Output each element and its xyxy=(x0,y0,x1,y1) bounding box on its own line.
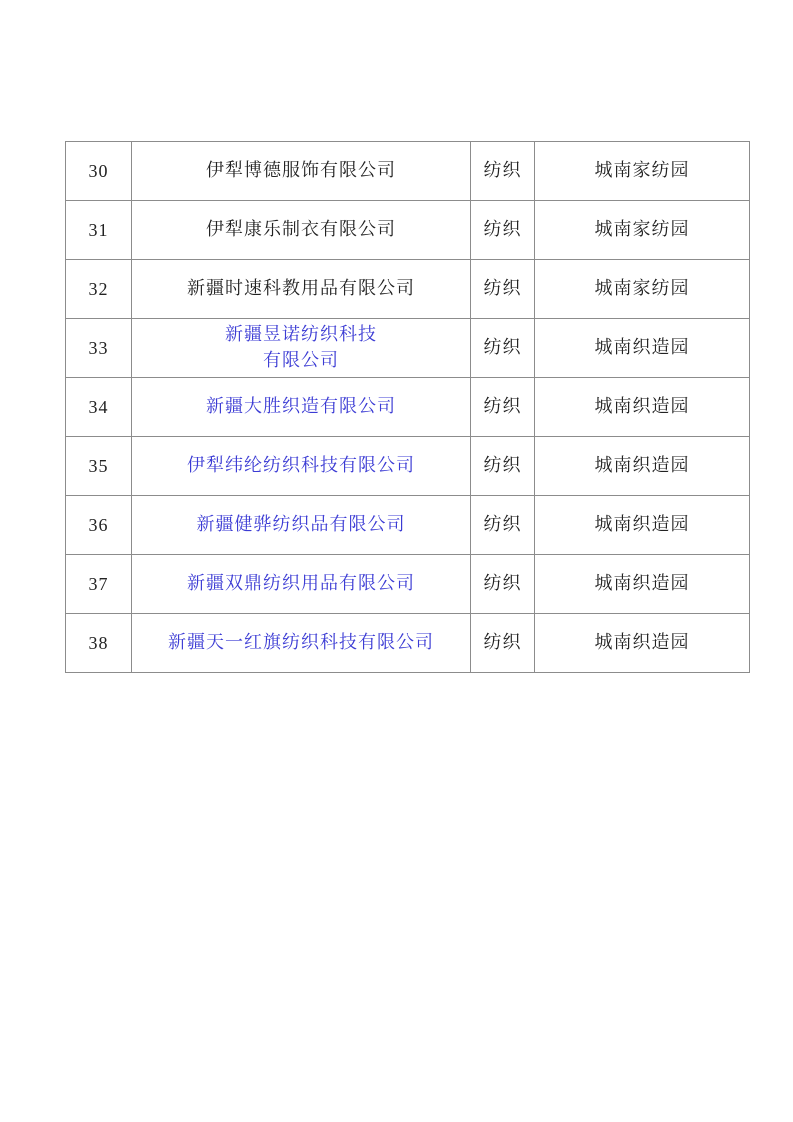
row-number: 30 xyxy=(66,142,132,201)
table-row xyxy=(66,142,750,201)
company-name-line: 新疆时速科教用品有限公司 xyxy=(187,277,415,299)
row-number: 38 xyxy=(66,614,132,673)
row-number: 31 xyxy=(66,201,132,260)
industry-cell: 纺织 xyxy=(471,378,535,437)
park-cell: 城南织造园 xyxy=(535,496,750,555)
industry-cell: 纺织 xyxy=(471,496,535,555)
row-number: 33 xyxy=(66,319,132,378)
table-row xyxy=(66,201,750,260)
company-name-line: 新疆健骅纺织品有限公司 xyxy=(196,513,406,535)
company-name-text xyxy=(132,394,470,420)
company-name-line: 伊犁纬纶纺织科技有限公司 xyxy=(187,454,415,476)
company-name xyxy=(132,260,471,319)
company-name-text xyxy=(132,158,470,184)
company-name-text xyxy=(132,453,470,479)
company-name xyxy=(132,142,471,201)
industry-cell: 纺织 xyxy=(471,319,535,378)
row-number: 35 xyxy=(66,437,132,496)
table-row xyxy=(66,614,750,673)
company-name xyxy=(132,614,471,673)
company-name-line: 新疆天一红旗纺织科技有限公司 xyxy=(168,631,434,653)
park-cell: 城南家纺园 xyxy=(535,260,750,319)
company-name xyxy=(132,378,471,437)
company-name-line: 伊犁康乐制衣有限公司 xyxy=(206,218,396,240)
industry-cell: 纺织 xyxy=(471,142,535,201)
table-row xyxy=(66,496,750,555)
company-name-text xyxy=(132,512,470,538)
company-name-text xyxy=(132,322,470,374)
park-cell: 城南织造园 xyxy=(535,378,750,437)
company-name-text xyxy=(132,630,470,656)
table-row xyxy=(66,437,750,496)
company-name-line: 有限公司 xyxy=(263,350,339,371)
row-number: 36 xyxy=(66,496,132,555)
company-name-text xyxy=(132,217,470,243)
company-name xyxy=(132,201,471,260)
company-name-line: 新疆大胜织造有限公司 xyxy=(206,395,396,417)
company-name xyxy=(132,437,471,496)
industry-cell: 纺织 xyxy=(471,437,535,496)
company-name xyxy=(132,319,471,378)
company-name-line: 新疆昱诺纺织科技 xyxy=(225,323,377,345)
table-row xyxy=(66,378,750,437)
company-table xyxy=(65,141,750,673)
table-row xyxy=(66,555,750,614)
park-cell: 城南织造园 xyxy=(535,614,750,673)
table-row xyxy=(66,319,750,378)
company-name xyxy=(132,555,471,614)
company-name-line: 新疆双鼎纺织用品有限公司 xyxy=(187,572,415,594)
table-row xyxy=(66,260,750,319)
company-name-text xyxy=(132,571,470,597)
park-cell: 城南家纺园 xyxy=(535,201,750,260)
park-cell: 城南织造园 xyxy=(535,555,750,614)
industry-cell: 纺织 xyxy=(471,555,535,614)
company-name-line: 伊犁博德服饰有限公司 xyxy=(206,159,396,181)
company-name-text xyxy=(132,276,470,302)
industry-cell: 纺织 xyxy=(471,614,535,673)
industry-cell: 纺织 xyxy=(471,201,535,260)
park-cell: 城南织造园 xyxy=(535,437,750,496)
table-body xyxy=(66,142,750,673)
park-cell: 城南织造园 xyxy=(535,319,750,378)
company-name xyxy=(132,496,471,555)
park-cell: 城南家纺园 xyxy=(535,142,750,201)
industry-cell: 纺织 xyxy=(471,260,535,319)
row-number: 37 xyxy=(66,555,132,614)
row-number: 34 xyxy=(66,378,132,437)
row-number: 32 xyxy=(66,260,132,319)
